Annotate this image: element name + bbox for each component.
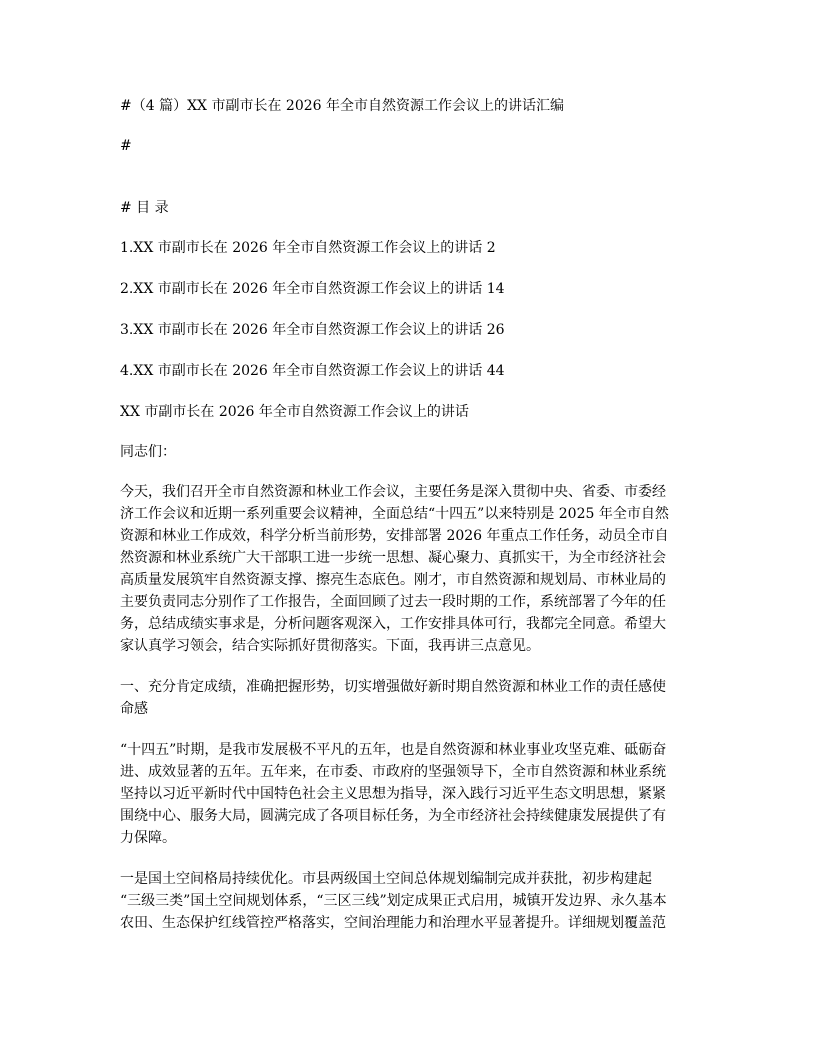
toc-heading: # 目 录 xyxy=(120,200,169,216)
text-line: 济工作会议和近期一系列重要会议精神，全面总结“十四五”以来特别是 2025 年全市自然 xyxy=(120,506,669,522)
paragraph-review xyxy=(120,739,698,849)
document-title: #（4 篇）XX 市副市长在 2026 年全市自然资源工作会议上的讲话汇编 xyxy=(120,98,564,114)
speech-title: XX 市副市长在 2026 年全市自然资源工作会议上的讲话 xyxy=(120,404,469,420)
text-line: 进、成效显著的五年。五年来，在市委、市政府的坚强领导下，全市自然资源和林业系统 xyxy=(120,764,666,780)
text-line: 务，总结成绩实事求是，分析问题客观深入，工作安排具体可行，我都完全同意。希望大 xyxy=(120,616,666,632)
text-line: 命感 xyxy=(120,701,148,717)
toc-item: 3.XX 市副市长在 2026 年全市自然资源工作会议上的讲话 26 xyxy=(120,322,505,338)
hash-line: # xyxy=(120,138,132,154)
text-line: “十四五”时期，是我市发展极不平凡的五年，也是自然资源和林业事业攻坚克难、砥砺奋 xyxy=(120,742,667,758)
text-line: 高质量发展筑牢自然资源支撑、擦亮生态底色。刚才，市自然资源和规划局、市林业局的 xyxy=(120,572,666,588)
section-heading xyxy=(120,676,698,720)
text-line: 资源和林业工作成效，科学分析当前形势，安排部署 2026 年重点工作任务，动员全市自 xyxy=(120,528,669,544)
text-line: 坚持以习近平新时代中国特色社会主义思想为指导，深入践行习近平生态文明思想，紧紧 xyxy=(120,786,666,802)
toc-item: 1.XX 市副市长在 2026 年全市自然资源工作会议上的讲话 2 xyxy=(120,240,496,256)
text-line: 家认真学习领会，结合实际抓好贯彻落实。下面，我再讲三点意见。 xyxy=(120,638,540,654)
document-page xyxy=(120,95,698,934)
text-line: 今天，我们召开全市自然资源和林业工作会议，主要任务是深入贯彻中央、省委、市委经 xyxy=(120,484,666,500)
text-line: 农田、生态保护红线管控严格落实，空间治理能力和治理水平显著提升。详细规划覆盖范 xyxy=(120,915,666,931)
paragraph-spatial xyxy=(120,868,698,934)
table-of-contents xyxy=(120,237,698,382)
text-line: 主要负责同志分别作了工作报告，全面回顾了过去一段时期的工作，系统部署了今年的任 xyxy=(120,594,666,610)
text-line: 然资源和林业系统广大干部职工进一步统一思想、凝心聚力、真抓实干，为全市经济社会 xyxy=(120,550,666,566)
text-line: 围绕中心、服务大局，圆满完成了各项目标任务，为全市经济社会持续健康发展提供了有 xyxy=(120,808,666,824)
toc-item: 2.XX 市副市长在 2026 年全市自然资源工作会议上的讲话 14 xyxy=(120,281,505,297)
greeting: 同志们： xyxy=(120,444,176,460)
toc-item: 4.XX 市副市长在 2026 年全市自然资源工作会议上的讲话 44 xyxy=(120,363,505,379)
text-line: 一是国土空间格局持续优化。市县两级国土空间总体规划编制完成并获批，初步构建起 xyxy=(120,871,652,887)
paragraph-intro xyxy=(120,481,698,657)
text-line: “三级三类”国土空间规划体系，“三区三线”划定成果正式启用，城镇开发边界、永久基本 xyxy=(120,893,667,909)
text-line: 一、充分肯定成绩，准确把握形势，切实增强做好新时期自然资源和林业工作的责任感使 xyxy=(120,679,666,695)
text-line: 力保障。 xyxy=(120,830,176,846)
